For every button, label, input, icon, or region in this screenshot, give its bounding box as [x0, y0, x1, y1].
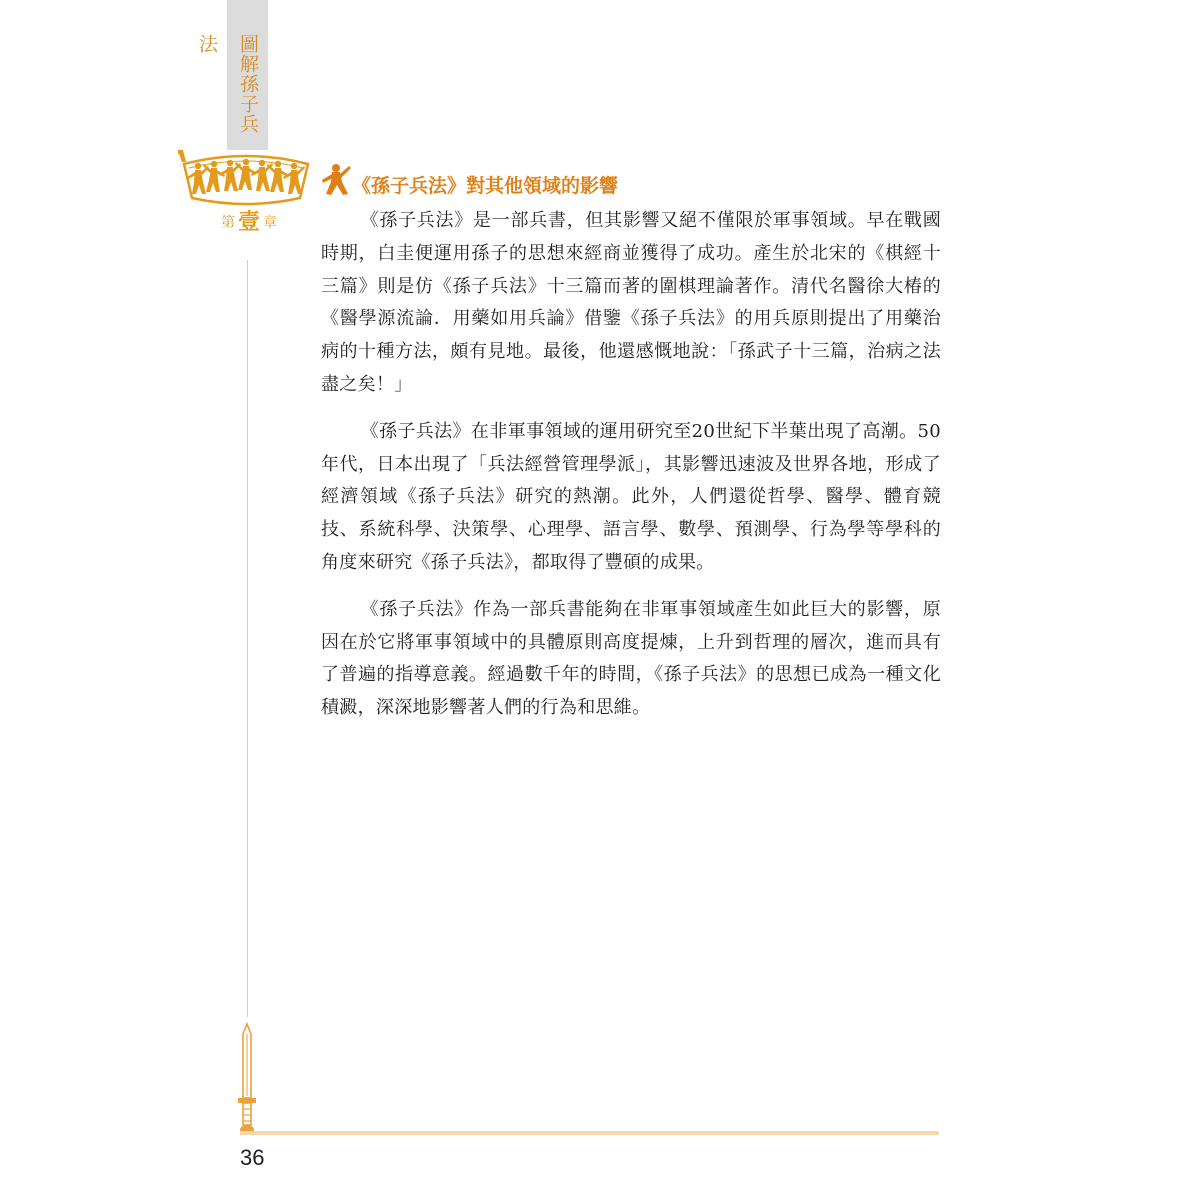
paragraph: 《孫子兵法》是一部兵書，但其影響又絕不僅限於軍事領域。早在戰國時期，白圭便運用孫子的思想來經商並獲得了成功。產生於北宋的《棋經十三篇》則是仿《孫子兵法》十三篇而著的圍棋理論著作。清代名醫徐大椿的《醫學源流論．用藥如用兵論》借鑒《孫子兵法》的用兵原則提出了用藥治病的十種方法，頗有見地。最後，他還感慨地說：「孫武子十三篇，治病之法盡之矣！」: [321, 210, 941, 395]
paragraph: 《孫子兵法》在非軍事領域的運用研究至20世紀下半葉出現了高潮。50年代，日本出現了「兵法經營管理學派」，其影響迅速波及世界各地，形成了經濟領域《孫子兵法》研究的熱潮。此外，人們還從哲學、醫學、體育競技、系統科學、決策學、心理學、語言學、數學、預測學、行為學等學科的角度來研究《孫子兵法》，都取得了豐碩的成果。: [321, 420, 941, 573]
chapter-number: 壹: [237, 210, 260, 235]
footer-rule: [240, 1131, 939, 1135]
book-title-tab: [196, 0, 268, 150]
chapter-label: [214, 205, 284, 236]
book-title: 圖解孫子兵法: [196, 34, 259, 134]
chapter-suffix: 章: [263, 215, 277, 231]
body-text: [321, 205, 941, 739]
margin-divider: [247, 260, 248, 1017]
chapter-prefix: 第: [220, 215, 235, 231]
section-title: 《孫子兵法》對其他領域的影響: [352, 175, 619, 197]
warriors-emblem-icon: [178, 150, 314, 206]
warrior-figure-icon: [320, 162, 352, 198]
paragraph: 《孫子兵法》作為一部兵書能夠在非軍事領域產生如此巨大的影響，原因在於它將軍事領域中的具體原則高度提煉，上升到哲理的層次，進而具有了普遍的指導意義。經過數千年的時間，《孫子兵法》的思想已成為一種文化積澱，深深地影響著人們的行為和思維。: [321, 598, 941, 719]
page-number: 36: [240, 1145, 265, 1170]
sword-icon: [234, 1022, 260, 1138]
